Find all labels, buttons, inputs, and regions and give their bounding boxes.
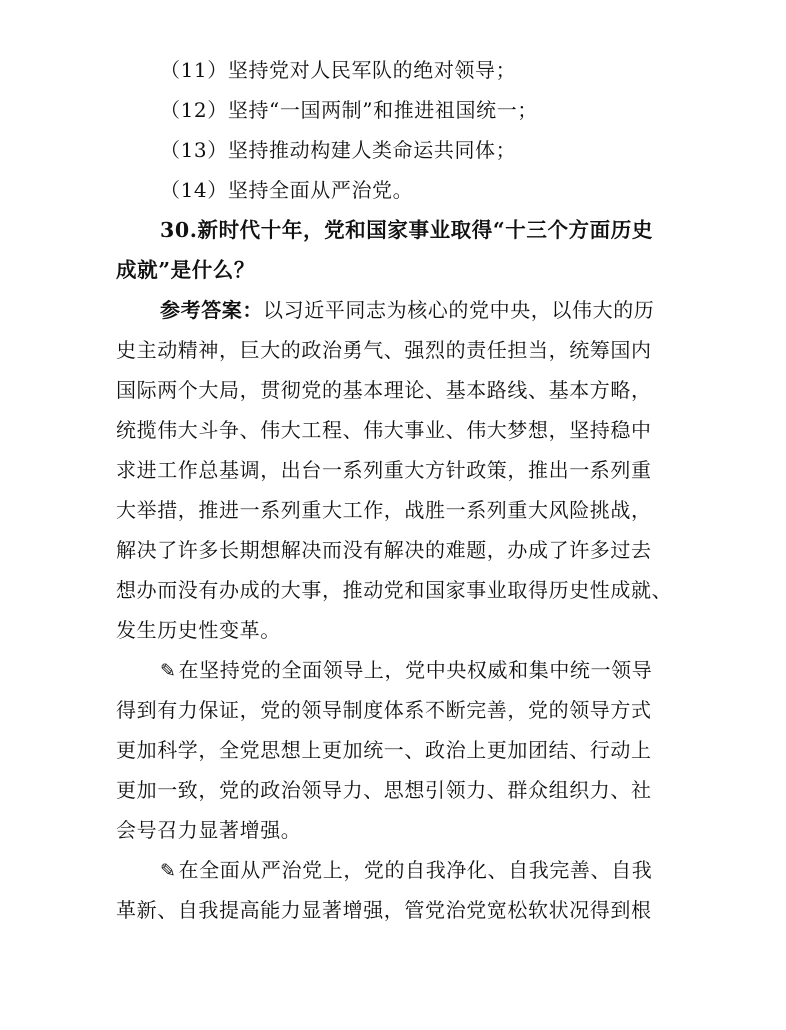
answer-text: 以习近平同志为核心的党中央，以伟大的历 <box>263 298 655 322</box>
answer-line: 想办而没有办成的大事，推动党和国家事业取得历史性成就、 <box>116 578 673 602</box>
paragraph2-first-line <box>160 858 652 883</box>
list-item-13: （13）坚持推动构建人类命运共同体； <box>160 138 517 162</box>
pencil-icon: ✎ <box>160 860 177 882</box>
paragraph1-first-line <box>160 658 652 683</box>
paragraph2-text: 在全面从严治党上，党的自我净化、自我完善、自我 <box>178 858 653 882</box>
paragraph1-line: 更加一致，党的政治领导力、思想引领力、群众组织力、社 <box>116 778 652 802</box>
answer-line: 史主动精神，巨大的政治勇气、强烈的责任担当，统筹国内 <box>116 338 652 362</box>
answer-line: 国际两个大局，贯彻党的基本理论、基本路线、基本方略， <box>116 378 652 402</box>
answer-line: 大举措，推进一系列重大工作，战胜一系列重大风险挑战， <box>116 498 652 522</box>
pencil-icon: ✎ <box>160 660 177 682</box>
paragraph1-text: 在坚持党的全面领导上，党中央权威和集中统一领导 <box>178 658 653 682</box>
answer-line: 发生历史性变革。 <box>116 618 281 642</box>
paragraph1-line: 更加科学，全党思想上更加统一、政治上更加团结、行动上 <box>116 738 652 762</box>
answer-first-line <box>160 298 654 322</box>
paragraph2-line: 革新、自我提高能力显著增强，管党治党宽松软状况得到根 <box>116 898 652 922</box>
question-line-2: 成就”是什么？ <box>116 258 255 282</box>
question-line-1: 30.新时代十年，党和国家事业取得“十三个方面历史 <box>160 218 653 242</box>
answer-label: 参考答案： <box>160 298 263 322</box>
paragraph1-line: 得到有力保证，党的领导制度体系不断完善，党的领导方式 <box>116 698 652 722</box>
list-item-14: （14）坚持全面从严治党。 <box>160 178 414 202</box>
answer-line: 解决了许多长期想解决而没有解决的难题，办成了许多过去 <box>116 538 652 562</box>
answer-line: 求进工作总基调，出台一系列重大方针政策，推出一系列重 <box>116 458 652 482</box>
paragraph1-line: 会号召力显著增强。 <box>116 818 302 842</box>
list-item-12: （12）坚持“一国两制”和推进祖国统一； <box>160 98 538 122</box>
list-item-11: （11）坚持党对人民军队的绝对领导； <box>160 58 517 82</box>
answer-line: 统揽伟大斗争、伟大工程、伟大事业、伟大梦想，坚持稳中 <box>116 418 652 442</box>
